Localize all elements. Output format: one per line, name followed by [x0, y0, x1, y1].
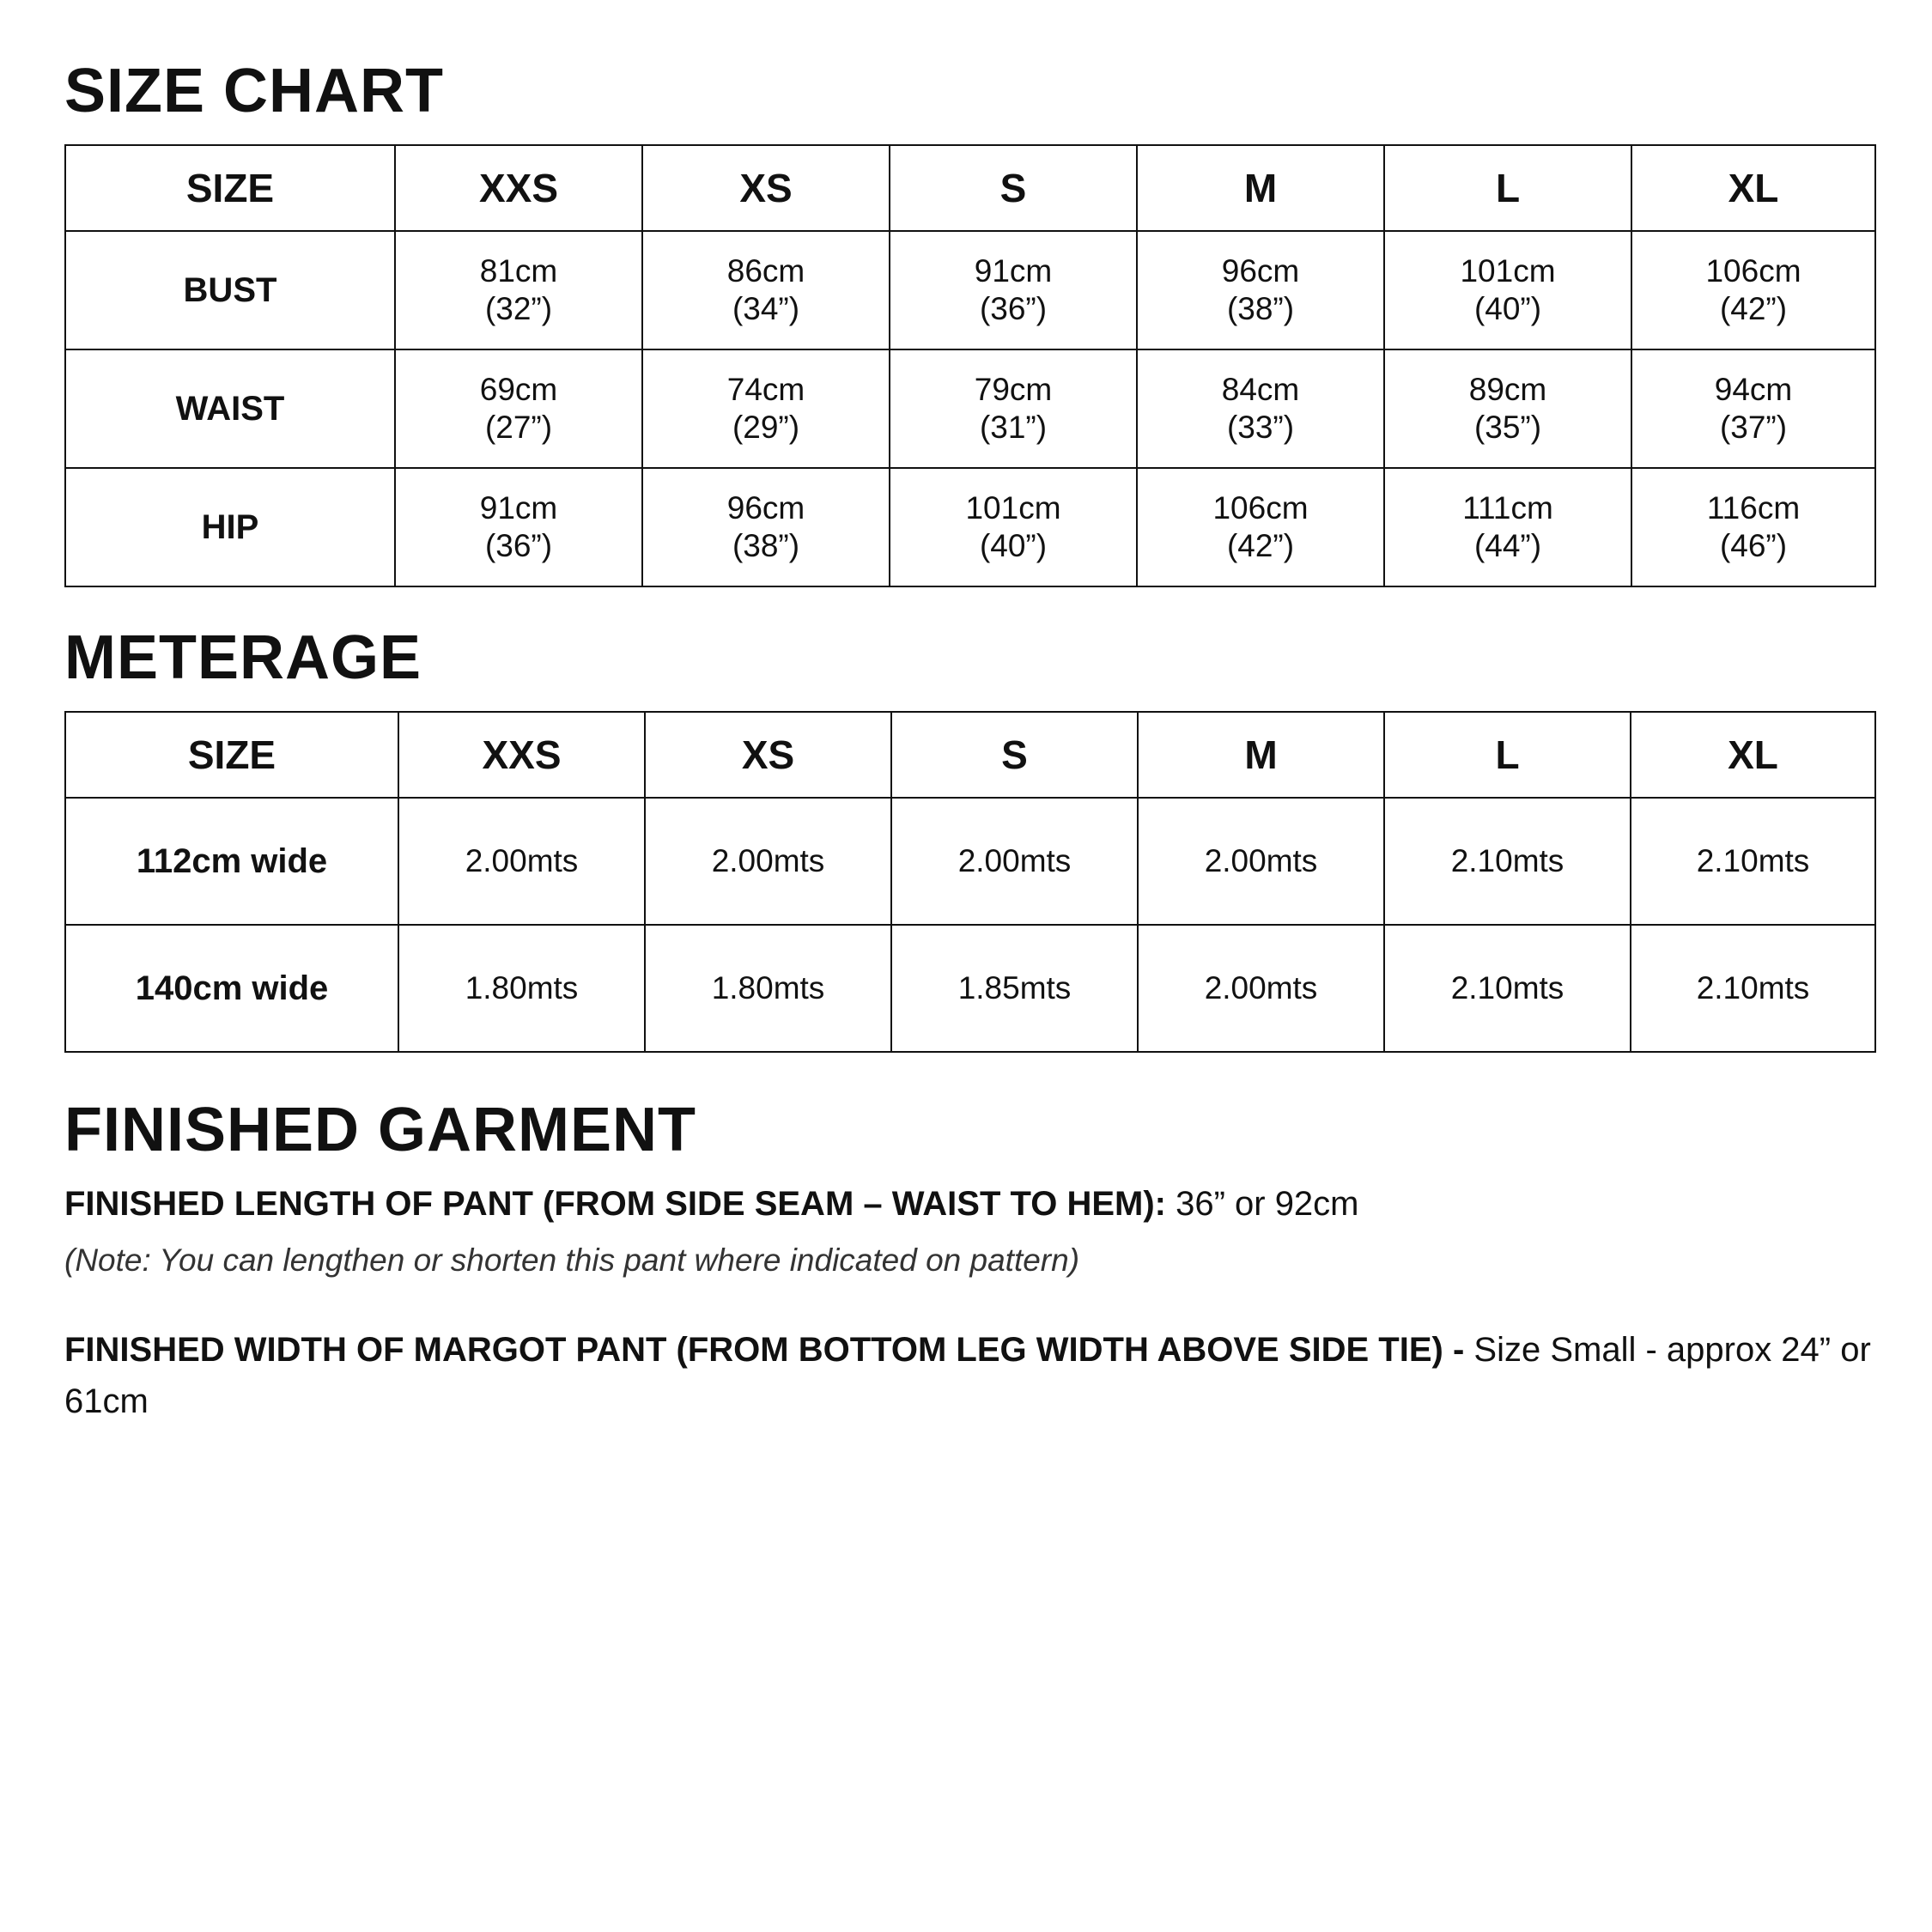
meterage-header-cell: S — [891, 712, 1138, 798]
meterage-header-cell: XL — [1631, 712, 1875, 798]
cm-value: 106cm — [1212, 490, 1309, 526]
size-chart-header-cell: L — [1384, 145, 1631, 231]
measurement-cell — [1384, 468, 1631, 586]
meterage-cell: 2.10mts — [1384, 925, 1631, 1052]
size-chart-header-cell: S — [890, 145, 1137, 231]
size-chart-header-cell: M — [1137, 145, 1384, 231]
row-label: 140cm wide — [65, 925, 398, 1052]
cm-value: 96cm — [1221, 253, 1300, 289]
inch-value: (38”) — [732, 528, 800, 563]
finished-length-value: 36” or 92cm — [1165, 1185, 1359, 1223]
size-chart-header-cell: XL — [1631, 145, 1875, 231]
inch-value: (42”) — [1226, 528, 1295, 563]
measurement-cell — [1137, 468, 1384, 586]
size-chart-row-waist — [65, 349, 1875, 468]
size-chart-table — [64, 144, 1876, 587]
row-label: 112cm wide — [65, 798, 398, 925]
inch-value: (42”) — [1719, 291, 1788, 326]
measurement-cell — [890, 468, 1137, 586]
inch-value: (37”) — [1719, 410, 1788, 445]
inch-value: (36”) — [979, 291, 1048, 326]
meterage-header-cell: SIZE — [65, 712, 398, 798]
inch-value: (34”) — [732, 291, 800, 326]
cm-value: 101cm — [965, 490, 1061, 526]
size-chart-header-cell: SIZE — [65, 145, 395, 231]
cm-value: 94cm — [1714, 372, 1793, 407]
meterage-cell: 1.80mts — [645, 925, 891, 1052]
cm-value: 79cm — [974, 372, 1053, 407]
cm-value: 86cm — [726, 253, 805, 289]
inch-value: (40”) — [1473, 291, 1542, 326]
cm-value: 101cm — [1460, 253, 1556, 289]
size-chart-title: SIZE CHART — [64, 57, 444, 125]
meterage-header-cell: XXS — [398, 712, 645, 798]
size-chart-row-hip — [65, 468, 1875, 586]
measurement-cell — [1384, 349, 1631, 468]
measurement-cell — [890, 231, 1137, 349]
size-chart-header-cell: XXS — [395, 145, 642, 231]
measurement-cell — [395, 231, 642, 349]
finished-length-note: (Note: You can lengthen or shorten this pant where indicated on pattern) — [64, 1242, 1080, 1278]
finished-width-value: Size Small - approx 24” or 61cm — [64, 1331, 1871, 1420]
measurement-cell — [1631, 231, 1875, 349]
measurement-cell — [395, 468, 642, 586]
cm-value: 91cm — [974, 253, 1053, 289]
meterage-header-cell: L — [1384, 712, 1631, 798]
cm-value: 89cm — [1468, 372, 1547, 407]
inch-value: (29”) — [732, 410, 800, 445]
meterage-header-cell: M — [1138, 712, 1384, 798]
meterage-cell: 2.00mts — [398, 798, 645, 925]
measurement-cell — [1631, 349, 1875, 468]
finished-length-label: FINISHED LENGTH OF PANT (FROM SIDE SEAM – WAIST TO HEM): — [64, 1185, 1166, 1223]
measurement-cell — [642, 231, 890, 349]
measurement-cell — [395, 349, 642, 468]
cm-value: 91cm — [479, 490, 558, 526]
finished-width-line — [64, 1324, 1874, 1427]
measurement-cell — [1137, 231, 1384, 349]
meterage-cell: 2.10mts — [1631, 798, 1875, 925]
measurement-cell — [642, 468, 890, 586]
measurement-cell — [1137, 349, 1384, 468]
meterage-header-cell: XS — [645, 712, 891, 798]
meterage-cell: 1.80mts — [398, 925, 645, 1052]
size-chart-header-row — [65, 145, 1875, 231]
inch-value: (31”) — [979, 410, 1048, 445]
measurement-cell — [1384, 231, 1631, 349]
measurement-cell — [642, 349, 890, 468]
finished-width-label: FINISHED WIDTH OF MARGOT PANT (FROM BOTTOM LEG WIDTH ABOVE SIDE TIE) - — [64, 1331, 1465, 1369]
cm-value: 84cm — [1221, 372, 1300, 407]
meterage-cell: 2.10mts — [1384, 798, 1631, 925]
meterage-table — [64, 711, 1876, 1053]
meterage-header-row — [65, 712, 1875, 798]
meterage-cell: 2.00mts — [891, 798, 1138, 925]
meterage-cell: 2.10mts — [1631, 925, 1875, 1052]
inch-value: (35”) — [1473, 410, 1542, 445]
meterage-row-112cm — [65, 798, 1875, 925]
row-label: BUST — [65, 231, 395, 349]
row-label: HIP — [65, 468, 395, 586]
size-chart-row-bust — [65, 231, 1875, 349]
cm-value: 96cm — [726, 490, 805, 526]
size-chart-header-cell: XS — [642, 145, 890, 231]
finished-garment-title: FINISHED GARMENT — [64, 1096, 696, 1164]
meterage-title: METERAGE — [64, 623, 422, 692]
meterage-cell: 1.85mts — [891, 925, 1138, 1052]
row-label: WAIST — [65, 349, 395, 468]
inch-value: (46”) — [1719, 528, 1788, 563]
inch-value: (36”) — [484, 528, 553, 563]
meterage-cell: 2.00mts — [645, 798, 891, 925]
meterage-cell: 2.00mts — [1138, 925, 1384, 1052]
measurement-cell — [890, 349, 1137, 468]
inch-value: (40”) — [979, 528, 1048, 563]
cm-value: 116cm — [1706, 490, 1801, 526]
inch-value: (38”) — [1226, 291, 1295, 326]
meterage-row-140cm — [65, 925, 1875, 1052]
inch-value: (27”) — [484, 410, 553, 445]
cm-value: 106cm — [1705, 253, 1801, 289]
cm-value: 74cm — [726, 372, 805, 407]
inch-value: (44”) — [1473, 528, 1542, 563]
cm-value: 81cm — [479, 253, 558, 289]
meterage-cell: 2.00mts — [1138, 798, 1384, 925]
cm-value: 111cm — [1462, 490, 1553, 526]
inch-value: (32”) — [484, 291, 553, 326]
measurement-cell — [1631, 468, 1875, 586]
inch-value: (33”) — [1226, 410, 1295, 445]
cm-value: 69cm — [479, 372, 558, 407]
finished-length-line — [64, 1178, 1874, 1230]
